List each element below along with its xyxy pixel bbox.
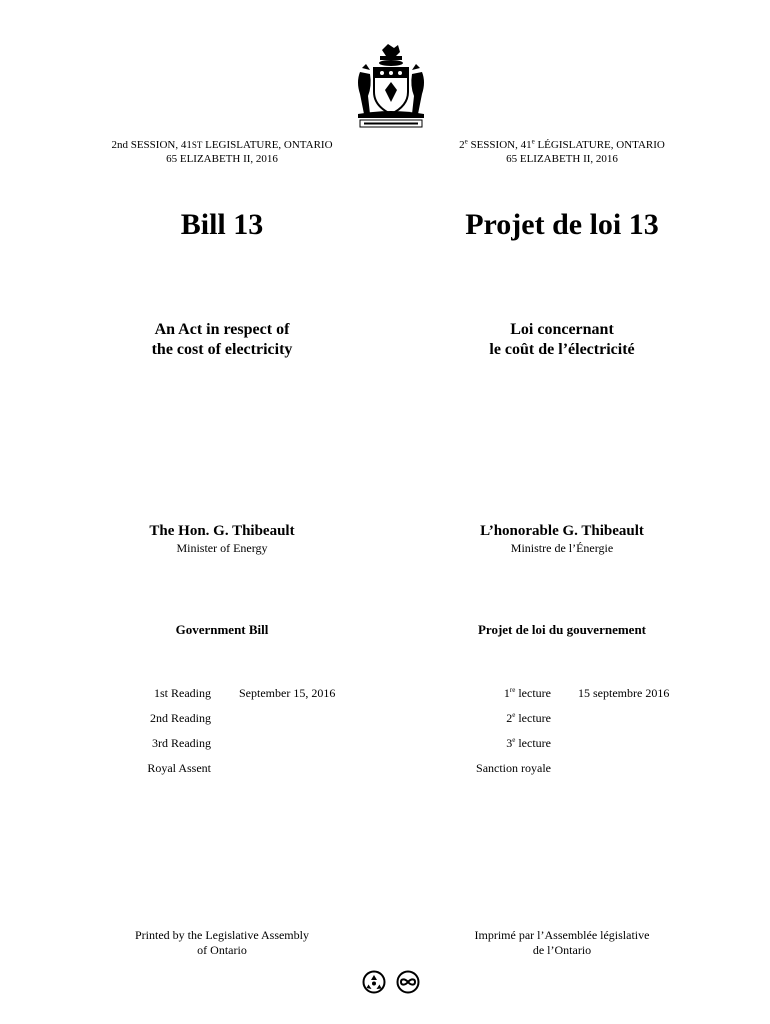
reading-label: 2nd Reading: [150, 711, 211, 725]
bill-type-fr: Projet de loi du gouvernement: [477, 622, 647, 637]
session-line-en: [62, 138, 382, 152]
reading-label: 1st Reading: [154, 686, 211, 700]
printer-credit-en: [62, 928, 382, 958]
recycle-icon: [362, 970, 386, 994]
printer-credit-fr: [402, 928, 722, 958]
coat-of-arms-icon: [352, 42, 430, 128]
act-title-line: Loi concernant: [510, 321, 614, 338]
act-title-fr: [402, 320, 722, 360]
reading-label: [0, 735, 551, 751]
session-sup: e: [464, 137, 468, 146]
reading-row-fr: [0, 685, 770, 701]
session-mid: SESSION, 41: [467, 139, 532, 151]
regnal-year-fr: 65 ELIZABETH II, 2016: [506, 153, 618, 165]
reading-num: 1: [503, 686, 510, 700]
bill-title-en: Bill 13: [180, 208, 264, 241]
reading-num: 3: [506, 736, 513, 750]
reading-row-fr: [0, 710, 770, 726]
printer-line: of Ontario: [197, 943, 247, 957]
regnal-year-en: 65 ELIZABETH II, 2016: [166, 153, 278, 165]
sponsor-name-en: The Hon. G. Thibeault: [149, 523, 295, 539]
act-title-line: le coût de l’électricité: [489, 341, 635, 358]
reading-word: lecture: [515, 711, 551, 725]
printer-line: Imprimé par l’Assemblée législative: [474, 928, 650, 942]
reading-date: September 15, 2016: [239, 686, 336, 700]
bill-title-fr: Projet de loi 13: [465, 208, 659, 241]
session-prefix: 2nd SESSION, 41: [111, 139, 192, 151]
sponsor-role-fr: Ministre de l’Énergie: [510, 541, 614, 555]
reading-label: Royal Assent: [147, 761, 211, 775]
reading-row-fr: [0, 760, 770, 776]
session-line-fr: [402, 138, 722, 152]
session-header-en: [62, 138, 382, 166]
reading-label: [0, 685, 551, 701]
reading-word: Sanction royale: [476, 761, 551, 775]
bill-type-en: Government Bill: [175, 622, 269, 637]
sponsor-role-en: Minister of Energy: [176, 541, 268, 555]
session-suffix: LÉGISLATURE, ONTARIO: [534, 139, 665, 151]
footer-icons: [362, 968, 422, 996]
reading-word: lecture: [515, 736, 551, 750]
session-num: 2: [459, 139, 465, 151]
session-header-fr: [402, 138, 722, 166]
session-ordinal: ST: [191, 140, 203, 150]
reading-label: [0, 760, 551, 776]
printer-line: Printed by the Legislative Assembly: [135, 928, 309, 942]
reading-word: lecture: [515, 686, 551, 700]
reading-ordinal: e: [512, 711, 516, 719]
act-title-en: [62, 320, 382, 360]
legislature-sup: e: [531, 137, 535, 146]
act-title-line: An Act in respect of: [154, 321, 290, 338]
reading-row-fr: [0, 735, 770, 751]
reading-ordinal: re: [509, 686, 516, 694]
sponsor-name-fr: L’honorable G. Thibeault: [480, 523, 644, 539]
reading-num: 2: [506, 711, 513, 725]
reading-ordinal: e: [512, 736, 516, 744]
reading-label: [0, 710, 551, 726]
reading-label: 3rd Reading: [152, 736, 211, 750]
session-suffix: LEGISLATURE, ONTARIO: [202, 139, 333, 151]
act-title-line: the cost of electricity: [151, 341, 293, 358]
reading-date: 15 septembre 2016: [578, 686, 670, 700]
infinity-icon: [396, 970, 420, 994]
printer-line: de l’Ontario: [532, 943, 592, 957]
